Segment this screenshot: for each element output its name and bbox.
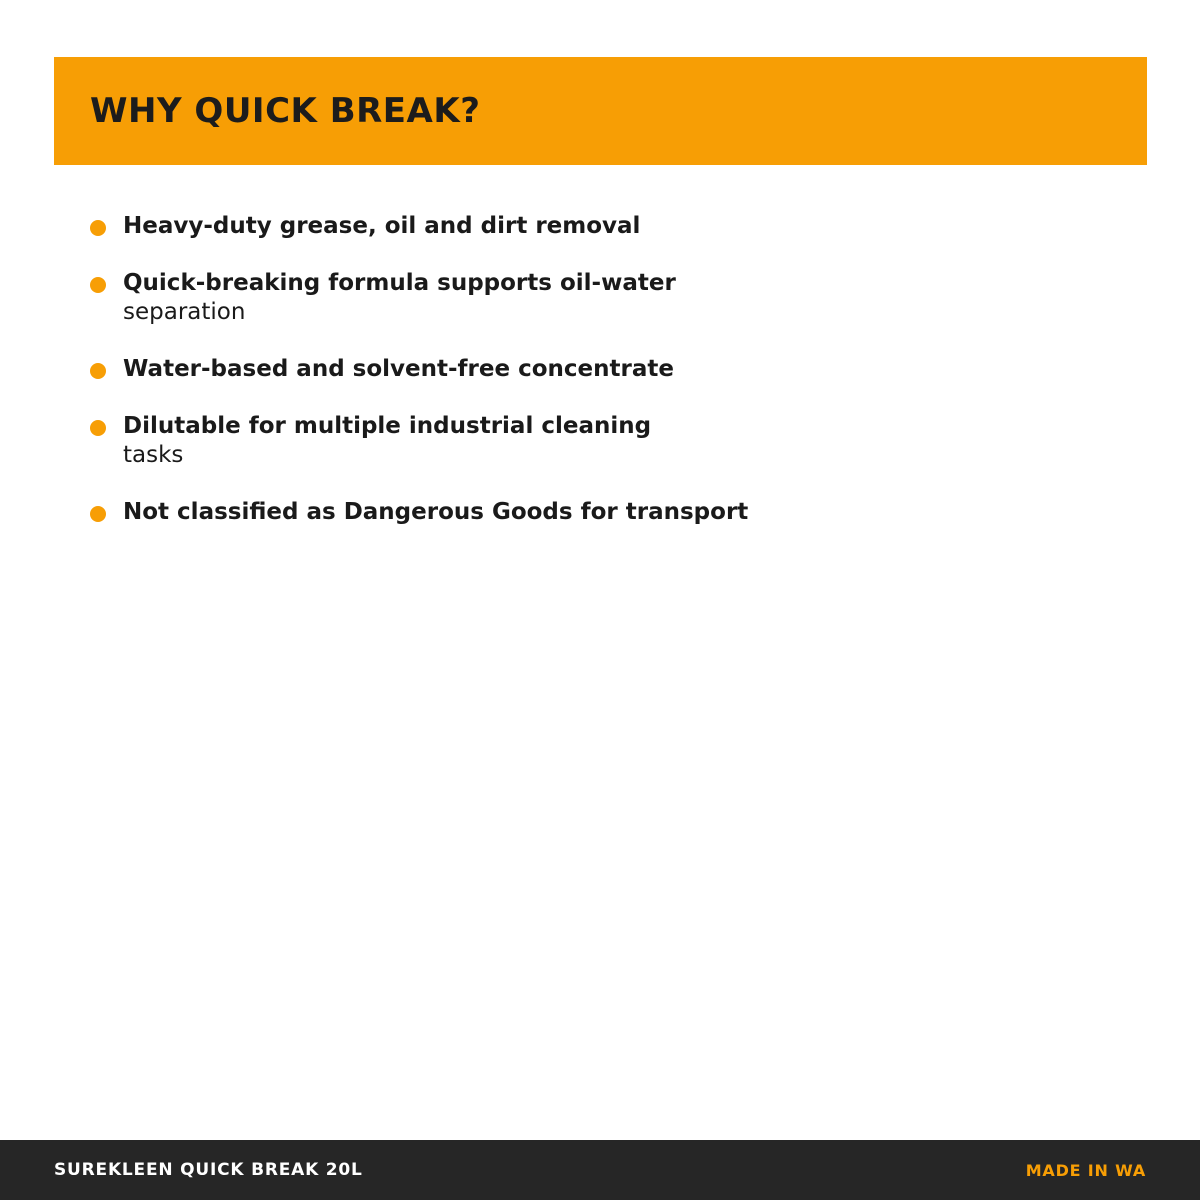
feature-bold-text: Dilutable for multiple industrial cleaning (123, 413, 652, 439)
bullet-dot-icon (90, 420, 106, 436)
footer-bar (0, 1140, 1200, 1200)
feature-rest-text: separation (123, 299, 246, 325)
footer-product-name: SUREKLEEN QUICK BREAK 20L (54, 1160, 363, 1180)
bullet-dot-icon (90, 506, 106, 522)
feature-bold-text: Quick-breaking formula supports oil-water (123, 270, 676, 296)
feature-bold-text: Heavy-duty grease, oil and dirt removal (123, 213, 641, 239)
feature-item-grease-removal (90, 212, 1090, 241)
bullet-dot-icon (90, 363, 106, 379)
feature-item-dilutable (90, 412, 1090, 470)
feature-rest-text: tasks (123, 442, 184, 468)
page-title: WHY QUICK BREAK? (90, 91, 481, 131)
bullet-dot-icon (90, 220, 106, 236)
feature-bold-text: Not classified as Dangerous Goods for transport (123, 499, 749, 525)
bullet-dot-icon (90, 277, 106, 293)
header-banner (54, 57, 1147, 165)
feature-item-not-dangerous (90, 498, 1090, 527)
feature-list (90, 212, 1090, 555)
footer-origin-label: MADE IN WA (1025, 1160, 1146, 1180)
feature-item-water-based (90, 355, 1090, 384)
feature-item-quick-breaking (90, 269, 1090, 327)
feature-bold-text: Water-based and solvent-free concentrate (123, 356, 674, 382)
